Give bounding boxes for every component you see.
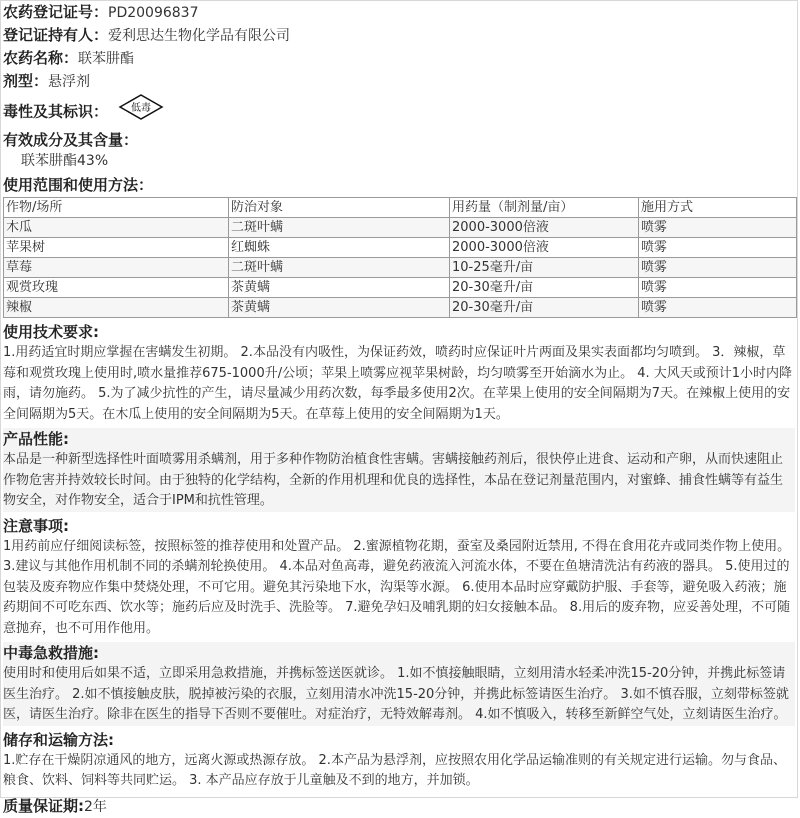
technique-text: 1.用药适宜时期应掌握在害螨发生初期。 2.本品没有内吸性，为保证药效，喷药时应保证叶片两面及果实表面都均匀喷到。 3．辣椒，草莓和观赏玫瑰上使用时,喷水量推荐675-1000升/公顷；苹果上喷雾应视苹果树龄，均匀喷雾至开始滴水为止。 4. 大风天或预计1小时内降雨，请勿施药。 5.为了减少抗性的产生，请尽量减少用药次数，每季最多使用2次。在苹果上使用的安全间隔期为7天。在辣椒上使用的安全间隔期为5天。在木瓜上使用的安全间隔期为5天。在草莓上使用的安全间隔期为1天。 (3, 345, 793, 422)
cell-dosage: 20-30毫升/亩 (450, 278, 639, 298)
cell-crop: 草莓 (4, 258, 229, 278)
technique-title: 使用技术要求: (3, 323, 99, 341)
table-row (4, 278, 797, 298)
table-row (4, 238, 797, 258)
cell-method: 喷雾 (639, 298, 797, 318)
formulation-value: 悬浮剂 (48, 74, 91, 90)
cell-crop: 观赏玫瑰 (4, 278, 229, 298)
table-row (4, 258, 797, 278)
holder-value: 爱利思达生物化学品有限公司 (108, 28, 291, 44)
cell-target: 二斑叶螨 (229, 218, 450, 238)
precautions-text: 1用药前应仔细阅读标签，按照标签的推荐使用和处置产品。 2.蜜源植物花期，蚕室及桑园附近禁用, 不得在食用花卉或同类作物上使用。 3.建议与其他作用机制不同的杀螨剂轮换使用。 4.本品对鱼高毒，避免药液流入河流水体，不要在鱼塘清洗沾有药液的器具。 5.使用过的包装及废弃物应作集中焚烧处理，不可它用。避免其污染地下水，沟渠等水源。 6.使用本品时应穿戴防护服、手套等，避免吸入药液；施药期间不可吃东西、饮水等；施药后应及时洗手、洗脸等。 7.避免孕妇及哺乳期的妇女接触本品。 8.用后的废弃物，应妥善处理，不可随意抛弃，也不可用作他用。 (3, 538, 791, 636)
formulation-label: 剂型： (3, 72, 49, 90)
performance-title: 产品性能: (3, 428, 795, 450)
cell-target: 二斑叶螨 (229, 258, 450, 278)
cell-method: 喷雾 (639, 218, 797, 238)
header-crop: 作物/场所 (4, 198, 229, 218)
precautions-title: 注意事项: (3, 516, 69, 535)
table-row (4, 298, 797, 318)
usage-table-header (4, 198, 797, 218)
holder-row (3, 24, 795, 47)
registration-row (3, 1, 795, 24)
ingredients-value: 联苯肼酯43% (21, 153, 109, 169)
storage-title: 储存和运输方法: (3, 730, 114, 749)
toxicity-label: 毒性及其标识： (3, 102, 109, 121)
cell-target: 茶黄螨 (229, 298, 450, 318)
cell-method: 喷雾 (639, 258, 797, 278)
cell-crop: 苹果树 (4, 238, 229, 258)
pesticide-name-value: 联苯肼酯 (78, 51, 135, 67)
cell-dosage: 2000-3000倍液 (450, 238, 639, 258)
table-row (4, 218, 797, 238)
toxicity-row (3, 93, 795, 127)
cell-crop: 木瓜 (4, 218, 229, 238)
formulation-row (3, 70, 795, 93)
registration-label: 农药登记证号： (3, 3, 109, 21)
firstaid-title: 中毒急救措施: (3, 642, 795, 664)
firstaid-text: 使用时和使用后如果不适，立即采用急救措施，并携标签送医就诊。 1.如不慎接触眼睛，立刻用清水轻柔冲洗15-20分钟，并携此标签请医生治疗。 2.如不慎接触皮肤，脱掉被污染的衣服，立刻用清水冲洗15-20分钟，并携此标签请医生治疗。 3.如不慎吞服，立刻带标签就医，请医生治疗。除非在医生的指导下否则不要催吐。对症治疗，无特效解毒剂。 4.如不慎吸入，转移至新鲜空气处，立刻请医生治疗。 (3, 664, 795, 726)
pesticide-name-row (3, 47, 795, 70)
usage-section-title: 使用范围和使用方法： (3, 176, 154, 194)
performance-text: 本品是一种新型选择性叶面喷雾用杀螨剂，用于多种作物防治植食性害螨。害螨接触药剂后，很快停止进食、运动和产卵，从而快速阻止作物危害并持效较长时间。由于独特的化学结构，全新的作用机理和优良的选择性，本品在登记剂量范围内，对蜜蜂、捕食性螨等有益生物安全，对作物安全，适合于IPM和抗性管理。 (3, 450, 795, 512)
toxicity-badge-text: 低毒 (131, 103, 152, 114)
registration-value: PD20096837 (108, 5, 199, 21)
usage-table (3, 197, 797, 318)
cell-method: 喷雾 (639, 278, 797, 298)
cell-target: 红蜘蛛 (229, 238, 450, 258)
cell-target: 茶黄螨 (229, 278, 450, 298)
cell-method: 喷雾 (639, 238, 797, 258)
warranty-row (3, 795, 795, 818)
header-target: 防治对象 (229, 198, 450, 218)
pesticide-name-label: 农药名称： (3, 49, 79, 67)
warranty-label: 质量保证期: (3, 796, 84, 815)
header-dosage: 用药量（制剂量/亩） (450, 198, 639, 218)
cell-dosage: 2000-3000倍液 (450, 218, 639, 238)
cell-dosage: 20-30毫升/亩 (450, 298, 639, 318)
holder-label: 登记证持有人： (3, 26, 109, 44)
cell-crop: 辣椒 (4, 298, 229, 318)
cell-dosage: 10-25毫升/亩 (450, 258, 639, 278)
ingredients-section (3, 129, 795, 171)
warranty-value: 2年 (84, 798, 107, 815)
low-toxicity-diamond-icon (118, 93, 164, 132)
header-method: 施用方式 (639, 198, 797, 218)
storage-text: 1.贮存在干燥阴凉通风的地方，远离火源或热源存放。 2.本产品为悬浮剂，应按照农用化学品运输准则的有关规定进行运输。勿与食品、粮食、饮料、饲料等共同贮运。 3. 本产品应存放于儿童触及不到的地方，并加锁。 (3, 752, 786, 788)
ingredients-label: 有效成分及其含量： (3, 131, 139, 149)
